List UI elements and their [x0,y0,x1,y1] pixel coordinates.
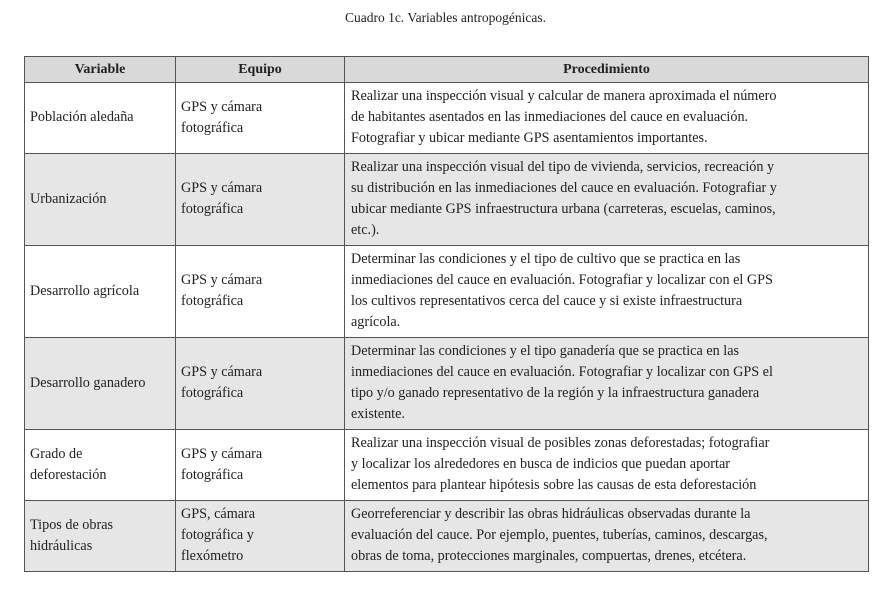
table-row [25,246,869,338]
equipo-cell [176,154,345,246]
variable-cell [25,154,176,246]
procedimiento-cell-line: inmediaciones del cauce en evaluación. Fotografiar y localizar con GPS el [351,364,773,380]
procedimiento-cell-line: Fotografiar y ubicar mediante GPS asentamientos importantes. [351,130,708,146]
procedimiento-cell [345,338,869,430]
equipo-cell-line: fotográfica [181,466,244,483]
procedimiento-cell-line: ubicar mediante GPS infraestructura urbana (carreteras, escuelas, caminos, [351,201,776,217]
equipo-cell-line: fotográfica [181,119,244,136]
procedimiento-cell-line: Realizar una inspección visual de posibles zonas deforestadas; fotografiar [351,435,770,451]
variable-cell [25,430,176,501]
procedimiento-cell [345,501,869,572]
variable-cell [25,83,176,154]
equipo-cell-line: GPS y cámara [181,98,263,115]
equipo-cell [176,246,345,338]
equipo-cell-line: GPS y cámara [181,445,263,462]
equipo-cell-line: fotográfica [181,201,244,217]
variable-cell-line: Población aledaña [30,109,134,125]
procedimiento-cell-line: obras de toma, protecciones marginales, compuertas, drenes, etcétera. [351,548,747,564]
procedimiento-cell-line: de habitantes asentados en las inmediaciones del cauce en evaluación. [351,109,749,125]
variable-cell [25,338,176,430]
variable-cell-line: hidráulicas [30,537,93,554]
header-equipo: Equipo [176,57,345,83]
variable-cell-line: Tipos de obras [30,516,114,533]
procedimiento-cell-line: elementos para plantear hipótesis sobre las causas de esta deforestación [351,477,757,493]
equipo-cell-line: GPS, cámara [181,506,256,522]
equipo-cell-line: fotográfica y [181,527,254,543]
procedimiento-cell-line: Georreferenciar y describir las obras hidráulicas observadas durante la [351,506,751,522]
variable-cell-line: deforestación [30,466,107,483]
variable-cell [25,246,176,338]
equipo-cell [176,430,345,501]
table-row [25,83,869,154]
equipo-cell-line: fotográfica [181,293,244,309]
procedimiento-cell-line: Realizar una inspección visual del tipo de vivienda, servicios, recreación y [351,159,775,175]
procedimiento-cell-line: inmediaciones del cauce en evaluación. Fotografiar y localizar con el GPS [351,272,773,288]
equipo-cell-line: flexómetro [181,548,244,564]
equipo-cell [176,501,345,572]
procedimiento-cell [345,430,869,501]
procedimiento-cell-line: etc.). [351,222,380,238]
procedimiento-cell [345,83,869,154]
variable-cell-line: Urbanización [30,190,107,207]
variable-cell-line: Desarrollo ganadero [30,374,146,391]
variable-cell [25,501,176,572]
table-row [25,501,869,572]
variable-cell-line: Desarrollo agrícola [30,282,140,299]
variable-cell-line: Grado de [30,445,83,462]
equipo-cell [176,338,345,430]
procedimiento-cell-line: tipo y/o ganado representativo de la región y la infraestructura ganadera [351,385,760,401]
table-row [25,430,869,501]
procedimiento-cell-line: Realizar una inspección visual y calcular de manera aproximada el número [351,88,777,104]
procedimiento-cell-line: existente. [351,406,405,422]
procedimiento-cell-line: y localizar los alrededores en busca de indicios que puedan aportar [351,456,730,472]
procedimiento-cell-line: Determinar las condiciones y el tipo ganadería que se practica en las [351,343,740,359]
equipo-cell-line: GPS y cámara [181,180,263,196]
procedimiento-cell-line: evaluación del cauce. Por ejemplo, puentes, tuberías, caminos, descargas, [351,527,768,543]
equipo-cell-line: fotográfica [181,385,244,401]
procedimiento-cell-line: los cultivos representativos cerca del cauce y si existe infraestructura [351,293,743,309]
header-procedimiento: Procedimiento [345,57,869,83]
variables-table [24,56,869,572]
equipo-cell [176,83,345,154]
header-variable: Variable [25,57,176,83]
table-header-row [25,57,869,83]
table-caption: Cuadro 1c. Variables antropogénicas. [344,10,547,25]
table-row [25,154,869,246]
equipo-cell-line: GPS y cámara [181,272,263,288]
procedimiento-cell-line: agrícola. [351,314,401,330]
procedimiento-cell-line: Determinar las condiciones y el tipo de cultivo que se practica en las [351,251,741,267]
procedimiento-cell-line: su distribución en las inmediaciones del cauce en evaluación. Fotografiar y [351,180,777,196]
procedimiento-cell [345,246,869,338]
table-row [25,338,869,430]
equipo-cell-line: GPS y cámara [181,364,263,380]
procedimiento-cell [345,154,869,246]
